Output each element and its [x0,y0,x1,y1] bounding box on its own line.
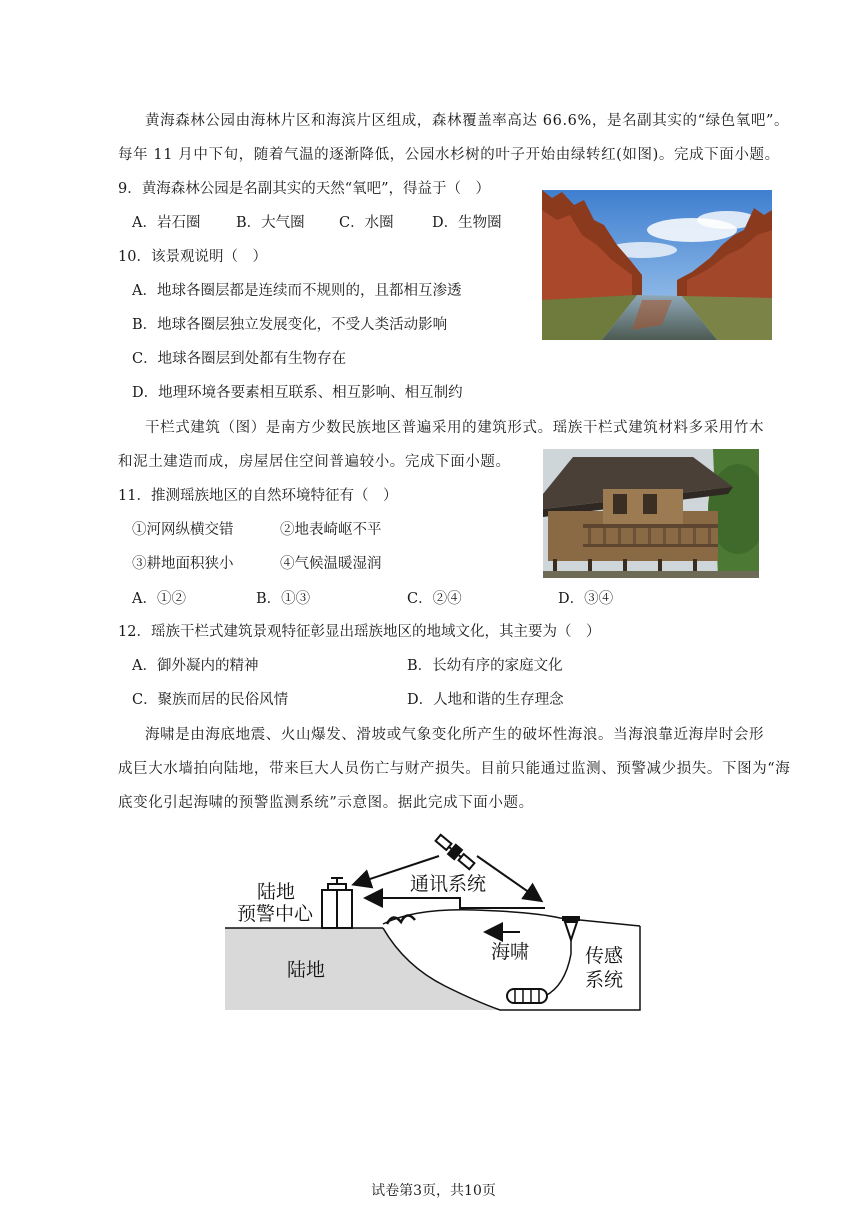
q11-statement-2: ②地表崎岖不平 [280,522,382,538]
page-footer: 试卷第3页，共10页 [371,1183,496,1199]
label-sensor-1: 传感 [585,945,624,967]
q12-option-a: A．御外凝内的精神 [132,658,259,674]
sea-surface [383,910,640,926]
passage3-line1: 海啸是由海底地震、火山爆发、滑坡或气象变化所产生的破坏性海浪。当海浪靠近海岸时会形 [145,727,765,743]
forest-photo [542,190,772,340]
label-comm-system: 通讯系统 [410,873,487,895]
q11-option-a: A．①② [132,591,186,607]
seabed-sensor-icon [507,989,547,1003]
q10-option-b: B．地球各圈层独立发展变化，不受人类活动影响 [132,317,448,333]
q11-option-d: D．③④ [558,591,614,607]
q10-stem: 10．该景观说明（ ） [118,249,267,265]
q9-option-b: B．大气圈 [236,215,305,231]
q11-statement-4: ④气候温暖湿润 [280,556,382,572]
q10-option-a: A．地球各圈层都是连续而不规则的，且都相互渗透 [132,283,462,299]
q11-stem: 11．推测瑶族地区的自然环境特征有（ ） [118,488,398,504]
label-land: 陆地 [287,959,326,981]
q12-option-b: B．长幼有序的家庭文化 [407,658,563,674]
q10-option-c: C．地球各圈层到处都有生物存在 [132,351,347,367]
q11-statement-3: ③耕地面积狭小 [132,556,234,572]
passage2-line2: 和泥土建造而成，房屋居住空间普遍较小。完成下面小题。 [118,454,511,470]
tsunami-warning-diagram [215,826,655,1016]
q12-option-d: D．人地和谐的生存理念 [407,692,564,708]
arrow-buoy-to-center [367,898,545,908]
satellite-icon [434,832,477,871]
land-area [225,928,500,1010]
label-sensor-2: 系统 [585,969,624,991]
label-land-center-2: 预警中心 [237,903,314,925]
q10-option-d: D．地理环境各要素相互联系、相互影响、相互制约 [132,385,463,401]
passage3-line2: 成巨大水墙拍向陆地，带来巨大人员伤亡与财产损失。目前只能通过监测、预警减少损失。下图为“海 [118,761,791,777]
q9-option-a: A．岩石圈 [132,215,201,231]
q11-statement-1: ①河网纵横交错 [132,522,234,538]
q12-option-c: C．聚族而居的民俗风情 [132,692,289,708]
sensor-cable [545,954,571,996]
buoy-icon [562,916,580,921]
passage2-line1: 干栏式建筑（图）是南方少数民族地区普遍采用的建筑形式。瑶族干栏式建筑材料多采用竹木 [145,420,765,436]
passage1-line2: 每年 11 月中下旬，随着气温的逐渐降低，公园水杉树的叶子开始由绿转红(如图)。完成下面小题。 [118,147,780,163]
q12-stem: 12．瑶族干栏式建筑景观特征彰显出瑶族地区的地域文化，其主要为（ ） [118,624,601,640]
q9-option-c: C．水圈 [339,215,394,231]
q9-option-d: D．生物圈 [432,215,502,231]
q9-stem: 9．黄海森林公园是名副其实的天然“氧吧”，得益于（ ） [118,181,491,197]
label-tsunami: 海啸 [491,941,530,963]
arrow-satellite-to-buoy [477,856,540,900]
label-land-center-1: 陆地 [257,881,296,903]
stilt-house-photo [543,449,759,578]
passage1-line1: 黄海森林公园由海林片区和海滨片区组成，森林覆盖率高达 66.6%，是名副其实的“绿色氧吧”。 [145,113,790,129]
passage3-line3: 底变化引起海啸的预警监测系统”示意图。据此完成下面小题。 [118,795,534,811]
q11-option-b: B．①③ [256,591,311,607]
q11-option-c: C．②④ [407,591,462,607]
